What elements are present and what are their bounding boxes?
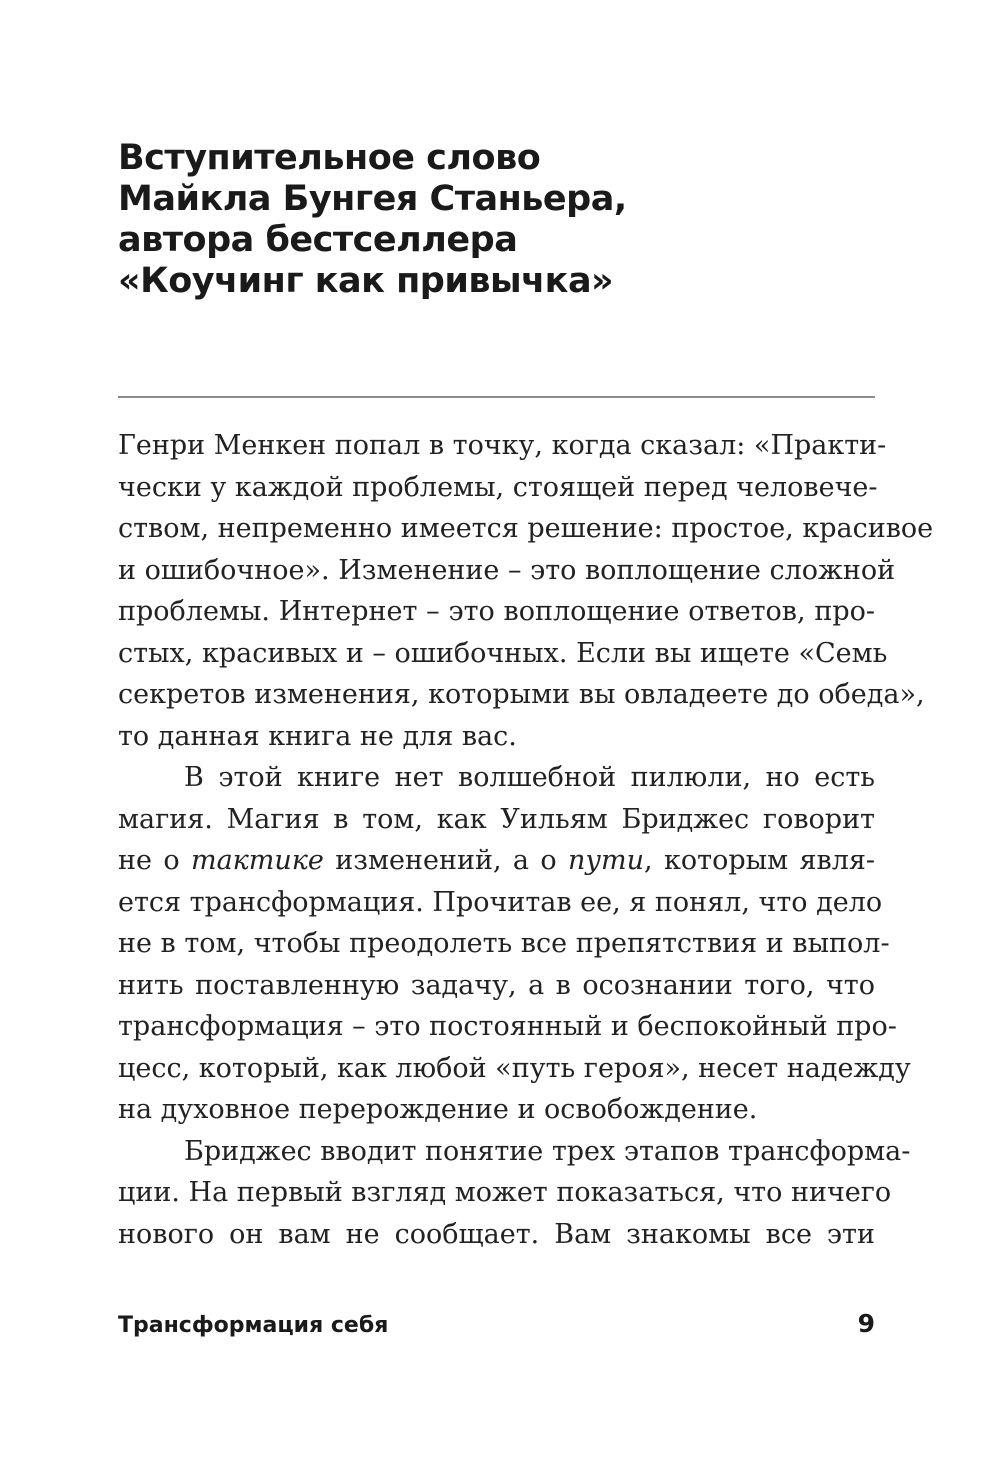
text-run: изменений, а о — [335, 845, 557, 876]
text-line: магия. Магия в том, как Уильям Бриджес говорит — [118, 803, 875, 835]
text-line-with-italics — [118, 840, 875, 882]
text-line: секретов изменения, которыми вы овладеете до обеда», — [118, 679, 925, 710]
text-line: и ошибочное». Изменение – это воплощение сложной — [118, 554, 896, 586]
text-line: Генри Менкен попал в точку, когда сказал: «Практи- — [118, 430, 887, 461]
text-line: Бриджес вводит понятие трех этапов трансформа- — [184, 1135, 911, 1167]
text-line: чески у каждой проблемы, стоящей перед человече- — [118, 471, 878, 503]
italic-word: пути — [568, 845, 645, 876]
heading-line: «Коучинг как привычка» — [118, 261, 614, 301]
heading-line: Майкла Бунгея Станьера, — [118, 179, 627, 219]
heading-line: Вступительное слово — [118, 138, 541, 178]
chapter-heading — [118, 138, 878, 302]
text-line: цесс, который, как любой «путь героя», несет надежду — [118, 1052, 911, 1084]
text-line: проблемы. Интернет – это воплощение ответов, про- — [118, 596, 875, 627]
text-line: не в том, чтобы преодолеть все препятствия и выпол- — [118, 928, 890, 959]
text-line: на духовное перерождение и освобождение. — [118, 1094, 758, 1125]
text-line: трансформация – это постоянный и беспокойный про- — [118, 1011, 897, 1042]
italic-word: тактике — [190, 845, 324, 876]
text-line: ции. На первый взгляд может показаться, что ничего — [118, 1177, 892, 1208]
text-line: то данная книга не для вас. — [118, 720, 517, 752]
heading-line: автора бестселлера — [118, 220, 518, 260]
text-line: нового он вам не сообщает. Вам знакомы все эти — [118, 1218, 875, 1250]
page-number: 9 — [857, 1309, 875, 1338]
running-footer-title: Трансформация себя — [118, 1313, 389, 1338]
text-run: , которым явля- — [644, 845, 876, 876]
text-line: нить поставленную задачу, а в осознании того, что — [118, 969, 875, 1001]
text-line: ется трансформация. Прочитав ее, я понял, что дело — [118, 886, 883, 918]
text-line: ством, непременно имеется решение: простое, красивое — [118, 513, 934, 544]
body-text — [118, 425, 934, 1255]
divider-rule — [118, 396, 875, 398]
text-line: В этой книге нет волшебной пилюли, но есть — [184, 762, 875, 793]
text-line: стых, красивых и – ошибочных. Если вы ищете «Семь — [118, 637, 888, 669]
text-run: не о — [118, 845, 180, 876]
